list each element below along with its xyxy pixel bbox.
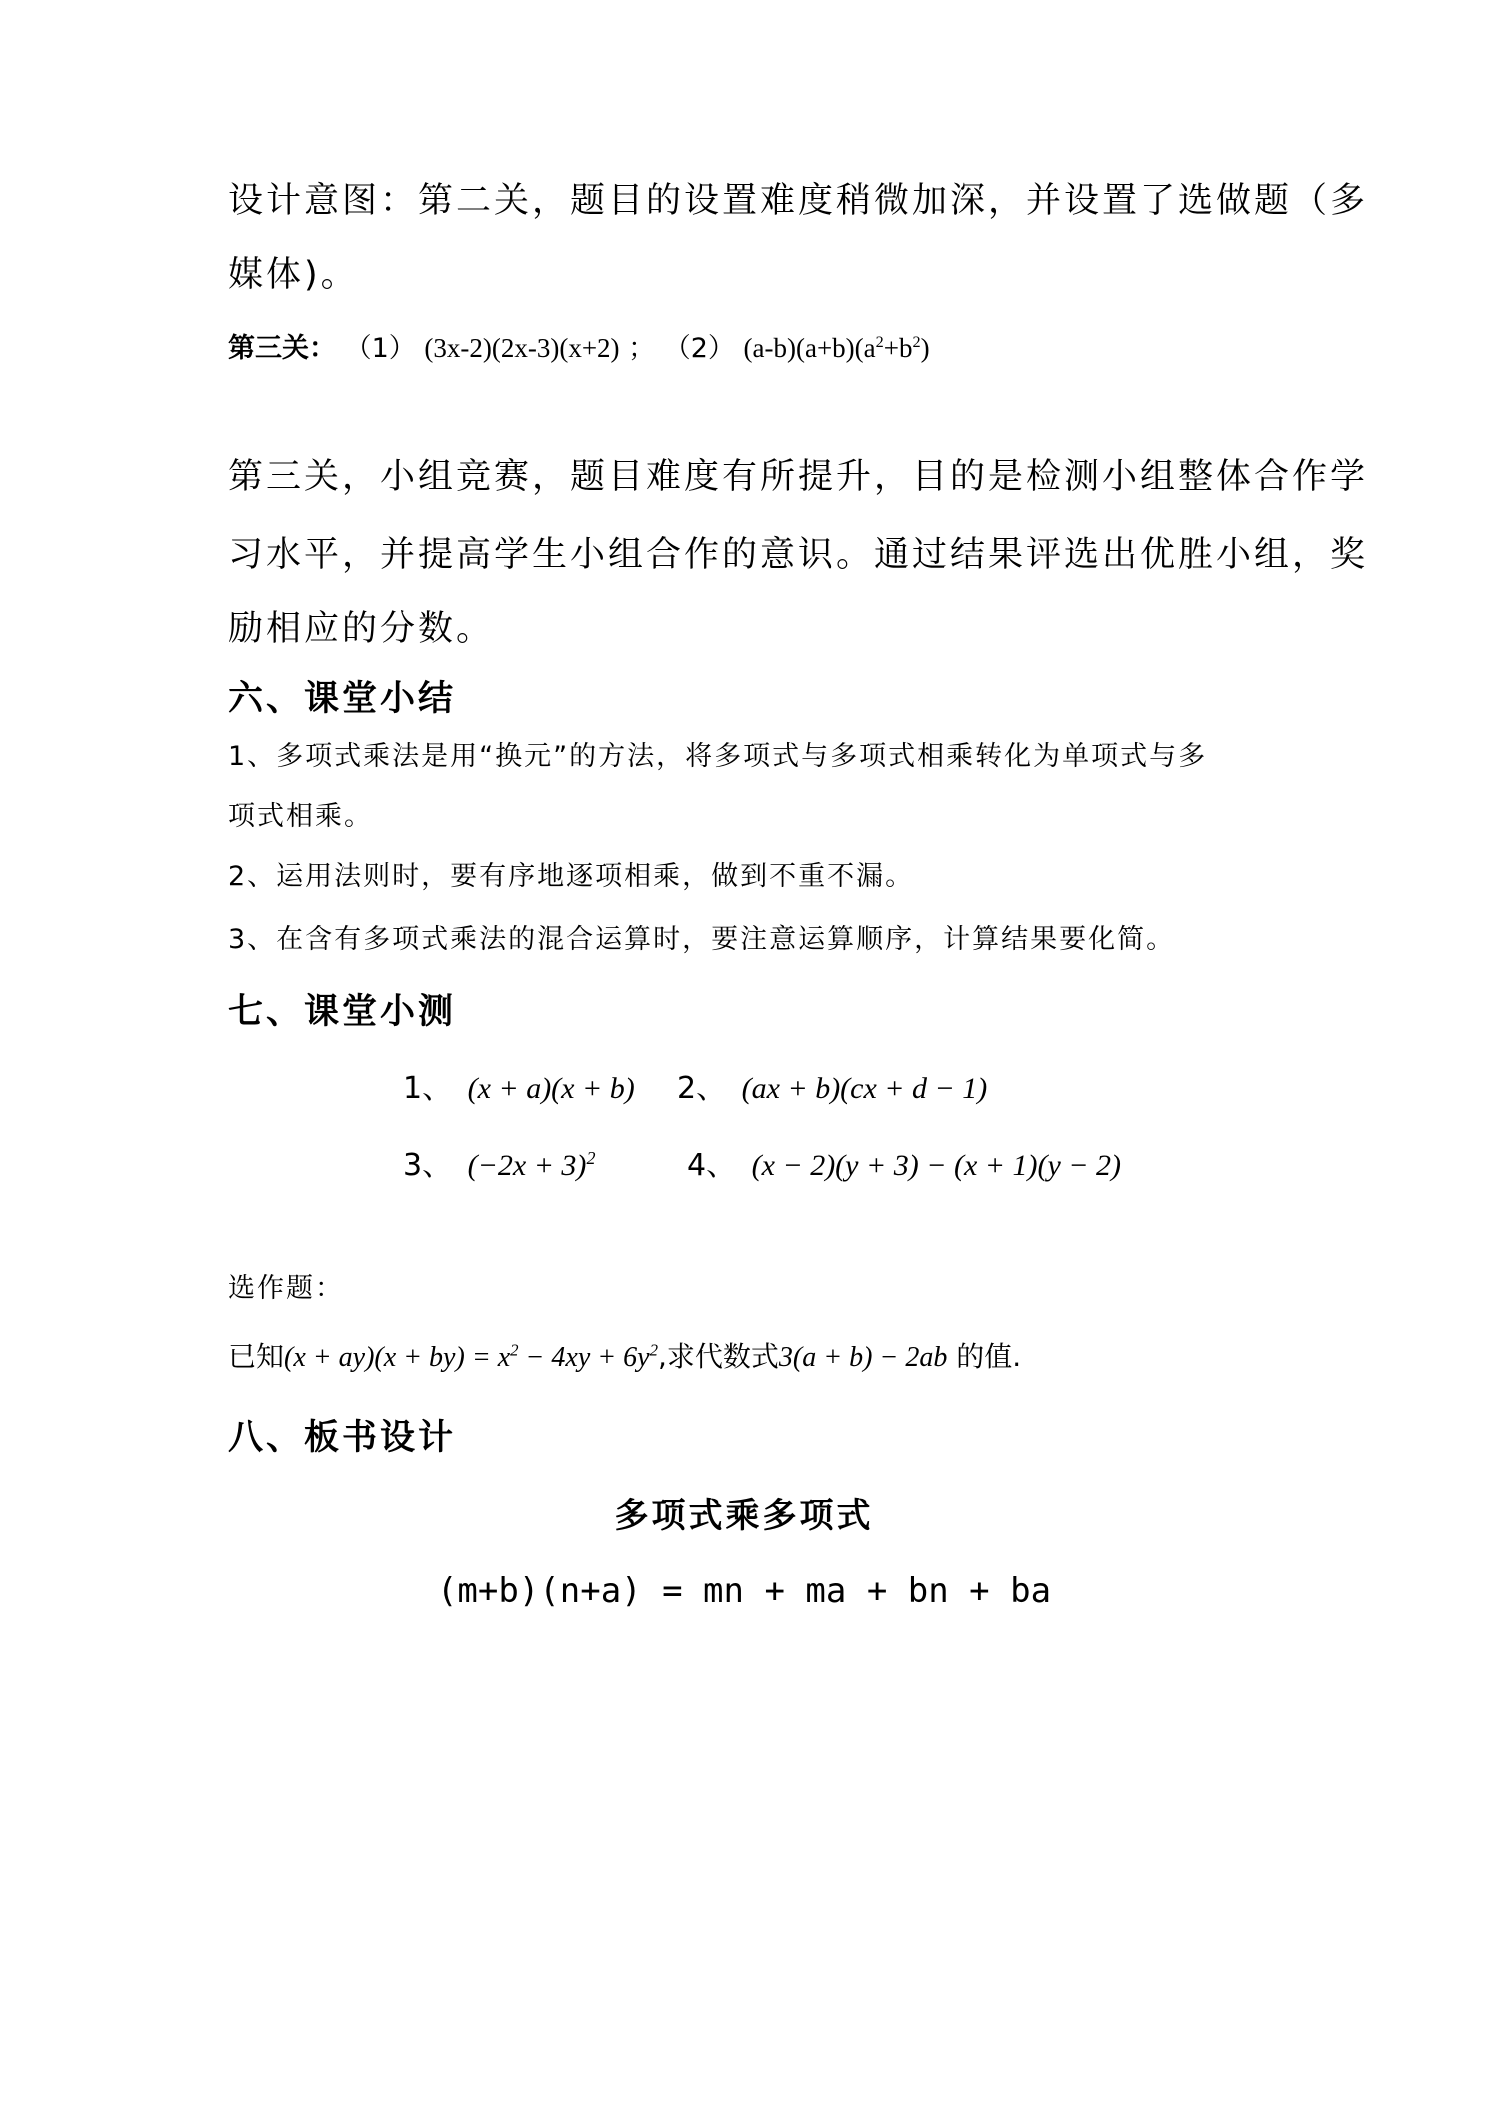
optional-question-suffix: 的值. xyxy=(947,1340,1022,1373)
design-intent-line-1: 设计意图：第二关，题目的设置难度稍微加深，并设置了选做题（多 xyxy=(228,181,1369,221)
quiz-question-1-number: 1、 xyxy=(403,1071,453,1106)
quiz-question-2-number: 2、 xyxy=(677,1071,727,1106)
problem-1-number: （1） xyxy=(344,333,416,364)
optional-question xyxy=(228,1340,1021,1375)
level-3-problems xyxy=(228,332,930,365)
problem-2-number: （2） xyxy=(663,333,735,364)
quiz-question-2 xyxy=(677,1071,987,1107)
optional-question-prefix: 已知 xyxy=(228,1340,285,1373)
section-7-heading: 七、课堂小测 xyxy=(228,992,457,1032)
design-intent-line-2: 媒体)。 xyxy=(228,255,359,295)
summary-item-3: 3、在含有多项式乘法的混合运算时，要注意运算顺序，计算结果要化简。 xyxy=(228,924,1176,955)
quiz-question-3 xyxy=(403,1148,595,1184)
optional-question-label: 选作题： xyxy=(228,1273,344,1304)
optional-question-expression: 3(a + b) − 2ab xyxy=(778,1342,948,1373)
quiz-question-4-expression: (x − 2)(y + 3) − (x + 1)(y − 2) xyxy=(751,1149,1122,1182)
summary-item-1-line-2: 项式相乘。 xyxy=(228,801,373,832)
quiz-question-4-number: 4、 xyxy=(687,1148,737,1183)
quiz-question-1-expression: (x + a)(x + b) xyxy=(467,1072,635,1105)
quiz-question-3-number: 3、 xyxy=(403,1148,453,1183)
problem-2-expression: $(a-b)(a+b)(a^2+b^2)$ xyxy=(743,333,930,363)
optional-question-equation: $(x + ay)(x + by) = x^2 - 4xy + 6y^2$ xyxy=(284,1340,658,1373)
summary-item-1-line-1: 1、多项式乘法是用“换元”的方法，将多项式与多项式相乘转化为单项式与多 xyxy=(228,741,1208,772)
quiz-question-1 xyxy=(403,1071,635,1107)
section-8-heading: 八、板书设计 xyxy=(228,1418,457,1458)
quiz-question-2-expression: (ax + b)(cx + d − 1) xyxy=(741,1072,988,1105)
problem-1-expression: (3x-2)(2x-3)(x+2) xyxy=(424,333,620,363)
section-6-heading: 六、课堂小结 xyxy=(228,679,457,719)
level-3-label: 第三关： xyxy=(228,333,336,364)
quiz-question-4 xyxy=(687,1148,1121,1184)
problem-separator: ； xyxy=(628,333,656,364)
optional-question-middle: ,求代数式 xyxy=(658,1340,779,1373)
level-3-desc-line-1: 第三关，小组竞赛，题目难度有所提升，目的是检测小组整体合作学 xyxy=(228,457,1369,497)
level-3-desc-line-3: 励相应的分数。 xyxy=(228,609,495,649)
board-formula: (m+b)(n+a) = mn + ma + bn + ba xyxy=(436,1571,1052,1611)
level-3-desc-line-2: 习水平，并提高学生小组合作的意识。通过结果评选出优胜小组，奖 xyxy=(228,535,1369,575)
board-title: 多项式乘多项式 xyxy=(614,1496,874,1536)
summary-item-2: 2、运用法则时，要有序地逐项相乘，做到不重不漏。 xyxy=(228,861,915,892)
quiz-question-3-expression: $(-2x + 3)^2$ xyxy=(467,1148,596,1182)
